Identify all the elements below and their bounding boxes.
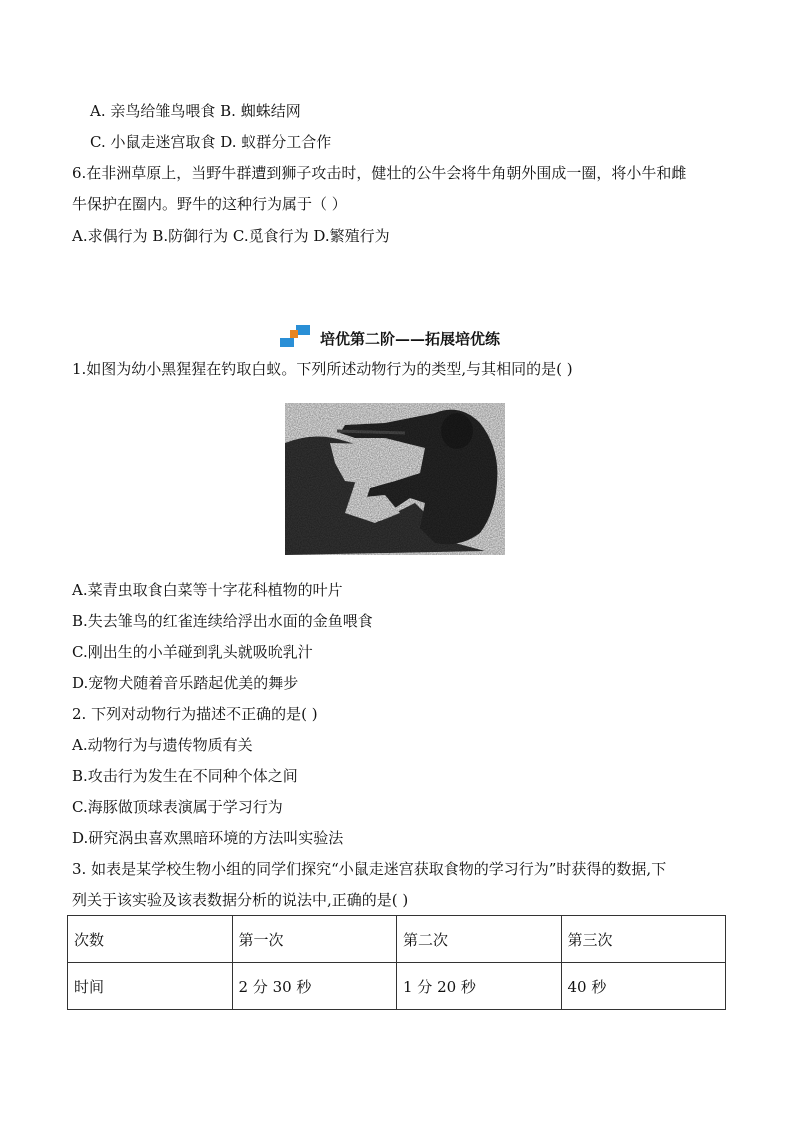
table-cell: 第三次: [561, 916, 726, 963]
q3-stem-line1: 3. 如表是某学校生物小组的同学们探究“小鼠走迷宫获取食物的学习行为”时获得的数据,下: [72, 860, 667, 878]
chimpanzee-fishing-termites-image: [285, 403, 505, 555]
table-row: [68, 963, 726, 1010]
q6-stem-line2: 牛保护在圈内。野牛的这种行为属于（ ）: [72, 195, 347, 213]
q1-option-b: B.失去雏鸟的红雀连续给浮出水面的金鱼喂食: [72, 612, 373, 630]
q2-stem: 2. 下列对动物行为描述不正确的是( ): [72, 705, 318, 723]
q2-option-a: A.动物行为与遗传物质有关: [72, 736, 253, 754]
experiment-data-table: [67, 915, 726, 1010]
q1-option-a: A.菜青虫取食白菜等十字花科植物的叶片: [72, 581, 343, 599]
q6-options: A.求偶行为 B.防御行为 C.觅食行为 D.繁殖行为: [72, 227, 390, 245]
table-cell: 第一次: [232, 916, 397, 963]
q1-option-d: D.宠物犬随着音乐踏起优美的舞步: [72, 674, 299, 692]
table-cell: 1 分 20 秒: [397, 963, 562, 1010]
q1-option-c: C.刚出生的小羊碰到乳头就吸吮乳汁: [72, 643, 313, 661]
q2-option-c: C.海豚做顶球表演属于学习行为: [72, 798, 283, 816]
table-cell: 次数: [68, 916, 233, 963]
stacked-blocks-icon: [280, 325, 314, 351]
q1-stem: 1.如图为幼小黑猩猩在钓取白蚁。下列所述动物行为的类型,与其相同的是( ): [72, 360, 573, 378]
q3-stem-line2: 列关于该实验及该表数据分析的说法中,正确的是( ): [72, 891, 409, 909]
table-header-row: [68, 916, 726, 963]
q6-stem-line1: 6.在非洲草原上，当野牛群遭到狮子攻击时，健壮的公牛会将牛角朝外围成一圈，将小牛和雌: [72, 164, 687, 182]
table-cell: 40 秒: [561, 963, 726, 1010]
q5-options-row2: C. 小鼠走迷宫取食 D. 蚁群分工合作: [90, 133, 332, 151]
table-cell: 第二次: [397, 916, 562, 963]
q2-option-d: D.研究涡虫喜欢黑暗环境的方法叫实验法: [72, 829, 344, 847]
q5-options-row1: A. 亲鸟给雏鸟喂食 B. 蜘蛛结网: [90, 102, 301, 120]
table-cell: 2 分 30 秒: [232, 963, 397, 1010]
q2-option-b: B.攻击行为发生在不同种个体之间: [72, 767, 298, 785]
section-title: 培优第二阶——拓展培优练: [320, 329, 501, 348]
table-cell: 时间: [68, 963, 233, 1010]
section-heading: [280, 325, 500, 351]
